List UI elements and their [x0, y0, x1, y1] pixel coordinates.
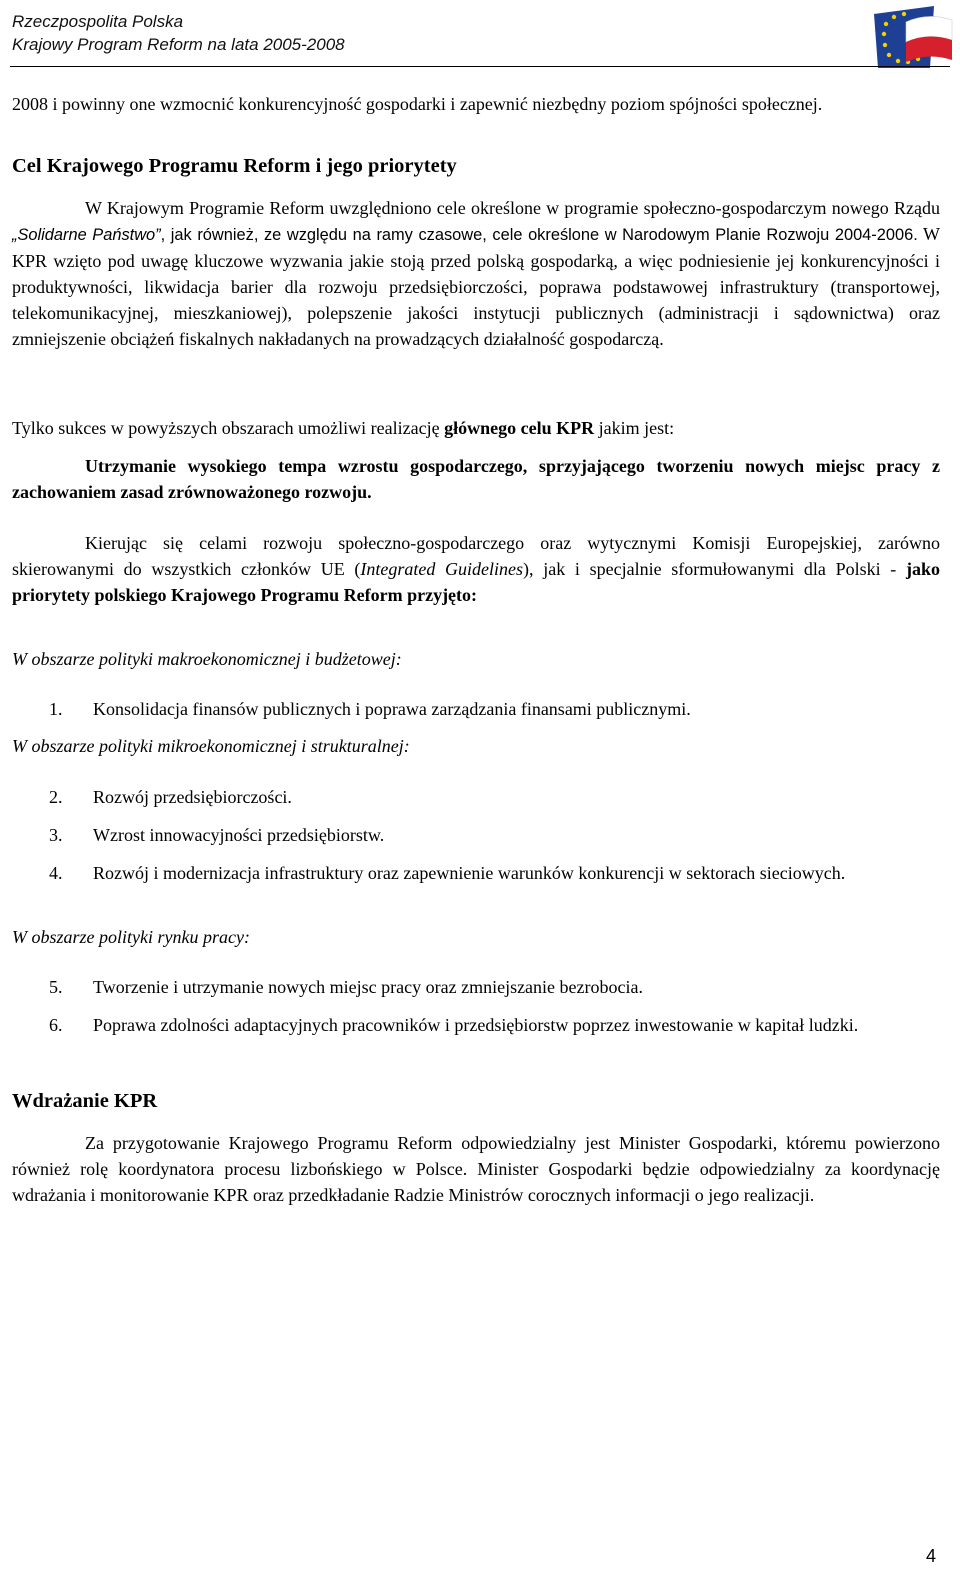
list-item-number: 6.	[49, 1015, 63, 1035]
p2-text-a: Tylko sukces w powyższych obszarach umożliwi realizację	[12, 418, 445, 438]
category-labour-market: W obszarze polityki rynku pracy:	[12, 927, 250, 947]
eu-poland-flag-logo-icon	[872, 4, 954, 72]
p1-text-c: , jak również, ze względu na ramy czasowe, cele określone w Narodowym Planie Rozwoju 2004-2006.	[160, 226, 918, 244]
category-macroeconomic: W obszarze polityki makroekonomicznej i budżetowej:	[12, 649, 402, 669]
page-number: 4	[926, 1546, 937, 1566]
p1-text-d: W KPR wzięto pod uwagę kluczowe wyzwania jakie stoją przed polską gospodarką, a więc podniesienie jej konkurencyjności i produktywności, likwidacja barier dla rozwoju przedsiębiorczości, poprawa podstawowej infrastruktury (transportowej, telekomunikacyjnej, mieszkaniowej), polepszenie jakości instytucji publicznych (administracji i sądownictwa) oraz zmniejszenie obciążeń fiskalnych nakładanych na prowadzących działalność gospodarczą.	[12, 224, 940, 349]
header-country: Rzeczpospolita Polska	[12, 12, 184, 31]
section-heading-goals: Cel Krajowego Programu Reform i jego priorytety	[12, 155, 457, 177]
section-heading-implementation: Wdrażanie KPR	[12, 1090, 158, 1112]
p3-text-guidelines: Integrated Guidelines	[360, 559, 524, 579]
paragraph-implementation: Za przygotowanie Krajowego Programu Reform odpowiedzialny jest Minister Gospodarki, któremu powierzono również rolę koordynatora procesu lizbońskiego w Polsce. Minister Gospodarki będzie odpowiedzialny za koordynację wdrażania i monitorowanie KPR oraz przedkładanie Radzie Ministrów corocznych informacji o jego realizacji.	[12, 1133, 940, 1205]
list-item-text: Wzrost innowacyjności przedsiębiorstw.	[93, 825, 385, 845]
list-item-text: Rozwój i modernizacja infrastruktury oraz zapewnienie warunków konkurencji w sektorach sieciowych.	[93, 863, 846, 883]
running-header	[12, 10, 345, 56]
p3-text-a: Kierując się celami rozwoju społeczno-gospodarczego oraz wytycznymi Komisji Europejskiej, zarówno skierowanymi do wszystkich członków UE (	[12, 533, 940, 579]
list-item-number: 5.	[49, 977, 63, 997]
header-program: Krajowy Program Reform na lata 2005-2008	[12, 35, 345, 54]
list-item-number: 2.	[49, 787, 63, 807]
list-item-text: Poprawa zdolności adaptacyjnych pracowników i przedsiębiorstw poprzez inwestowanie w kapitał ludzki.	[93, 1015, 859, 1035]
p2-text-main-goal: głównego celu KPR	[444, 418, 595, 438]
paragraph-priorities	[12, 530, 940, 608]
list-item-text: Tworzenie i utrzymanie nowych miejsc pracy oraz zmniejszanie bezrobocia.	[93, 977, 643, 997]
p3-text-c: ), jak i specjalnie sformułowanymi dla Polski -	[523, 559, 906, 579]
p1-text-a: W Krajowym Programie Reform uwzględniono cele określone w programie społeczno-gospodarczym nowego Rządu	[85, 198, 940, 218]
header-rule	[10, 66, 950, 67]
list-item-text: Konsolidacja finansów publicznych i poprawa zarządzania finansami publicznymi.	[93, 699, 691, 719]
paragraph-main-goal-intro	[12, 415, 940, 441]
list-item-number: 1.	[49, 699, 63, 719]
p1-text-solidarne: „Solidarne Państwo”	[12, 226, 161, 244]
main-goal-statement: Utrzymanie wysokiego tempa wzrostu gospodarczego, sprzyjającego tworzeniu nowych miejsc pracy z zachowaniem zasad zrównoważonego rozwoju.	[12, 456, 940, 502]
p3-text-priorities: jako priorytety polskiego Krajowego Programu Reform przyjęto:	[12, 559, 941, 605]
paragraph-program-goals	[12, 195, 940, 352]
p2-text-c: jakim jest:	[594, 418, 675, 438]
category-microeconomic: W obszarze polityki mikroekonomicznej i strukturalnej:	[12, 736, 410, 756]
intro-paragraph: 2008 i powinny one wzmocnić konkurencyjność gospodarki i zapewnić niezbędny poziom spójności społecznej.	[12, 94, 823, 114]
list-item-number: 3.	[49, 825, 63, 845]
list-item-text: Rozwój przedsiębiorczości.	[93, 787, 292, 807]
list-item-number: 4.	[49, 863, 63, 883]
